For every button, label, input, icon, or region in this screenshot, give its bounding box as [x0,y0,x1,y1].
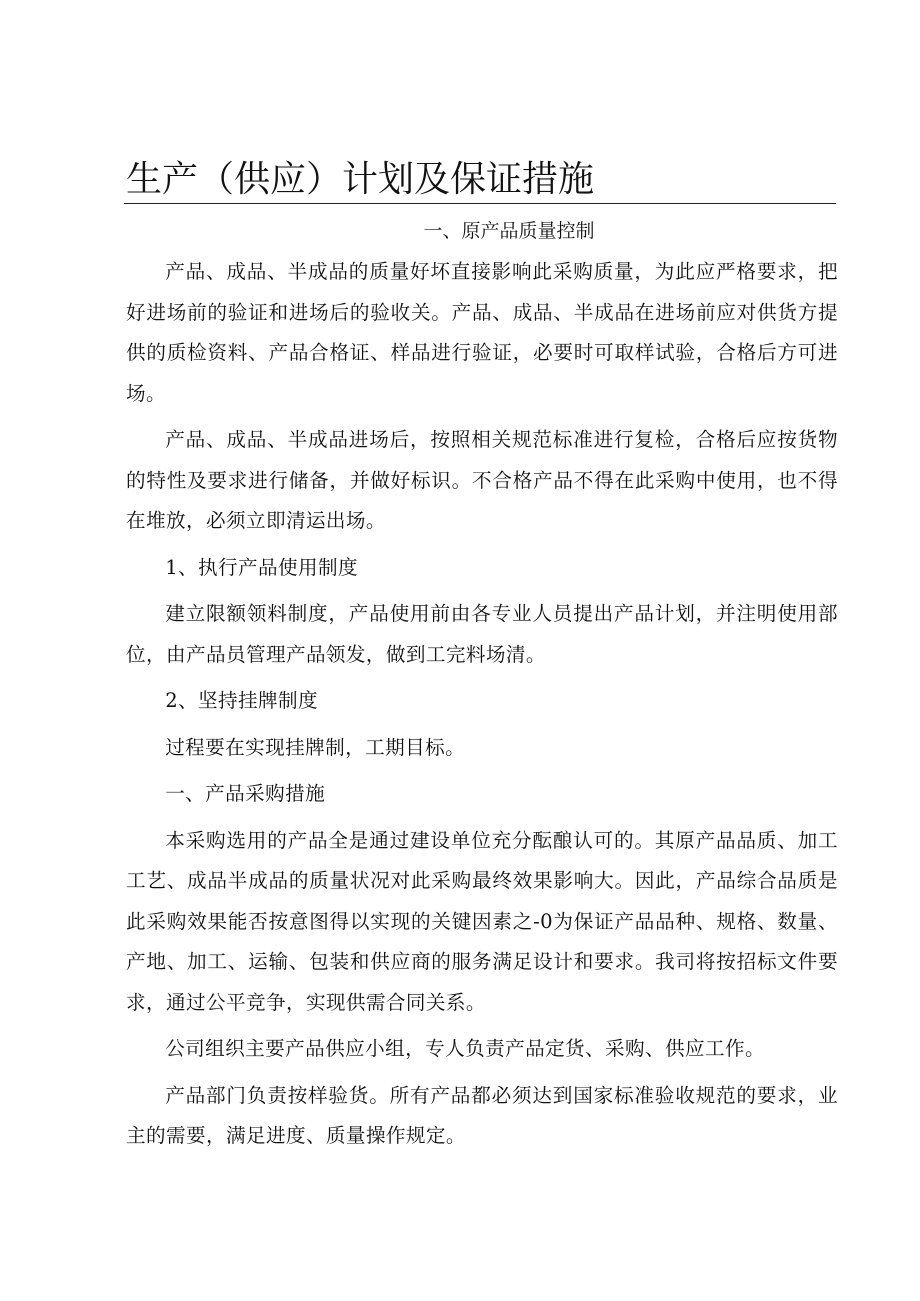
paragraph: 产品部门负责按样验货。所有产品都必须达到国家标准验收规范的要求，业主的需要，满足进度、质量操作规定。 [126,1083,838,1147]
paragraph: 过程要在实现挂牌制，工期目标。 [165,735,466,759]
paragraph: 产品、成品、半成品进场后，按照相关规范标准进行复检，合格后应按货物的特性及要求进行储备，并做好标识。不合格产品不得在此采购中使用，也不得在堆放，必须立即清运出场。 [126,428,838,532]
paragraph: 建立限额领料制度，产品使用前由各专业人员提出产品计划，并注明使用部位，由产品员管理产品领发，做到工完料场清。 [126,602,838,666]
section-heading-procurement: 一、产品采购措施 [165,782,326,805]
title-underline [124,203,836,204]
item-heading-usage-system: 1、执行产品使用制度 [165,555,358,579]
paragraph: 本采购选用的产品全是通过建设单位充分酝酿认可的。其原产品品质、加工工艺、成品半成品的质量状况对此采购最终效果影响大。因此，产品综合品质是此采购效果能否按意图得以实现的关键因素之-0为保证产品品种、规格、数量、产地、加工、运输、包装和供应商的服务满足设计和要求。我司将按招标文件要求，通过公平竞争，实现供需合同关系。 [126,828,838,1014]
paragraph: 公司组织主要产品供应小组，专人负责产品定货、采购、供应工作。 [165,1037,765,1060]
section-heading-quality-control: 一、原产品质量控制 [423,220,595,242]
paragraph: 产品、成品、半成品的质量好坏直接影响此采购质量，为此应严格要求，把好进场前的验证和进场后的验收关。产品、成品、半成品在进场前应对供货方提供的质检资料、产品合格证、样品进行验证，必要时可取样试验，合格后方可进场。 [126,260,838,405]
item-heading-tag-system: 2、坚持挂牌制度 [165,689,319,712]
document-body [126,212,838,1163]
document-title: 生产（供应）计划及保证措施 [126,159,595,200]
